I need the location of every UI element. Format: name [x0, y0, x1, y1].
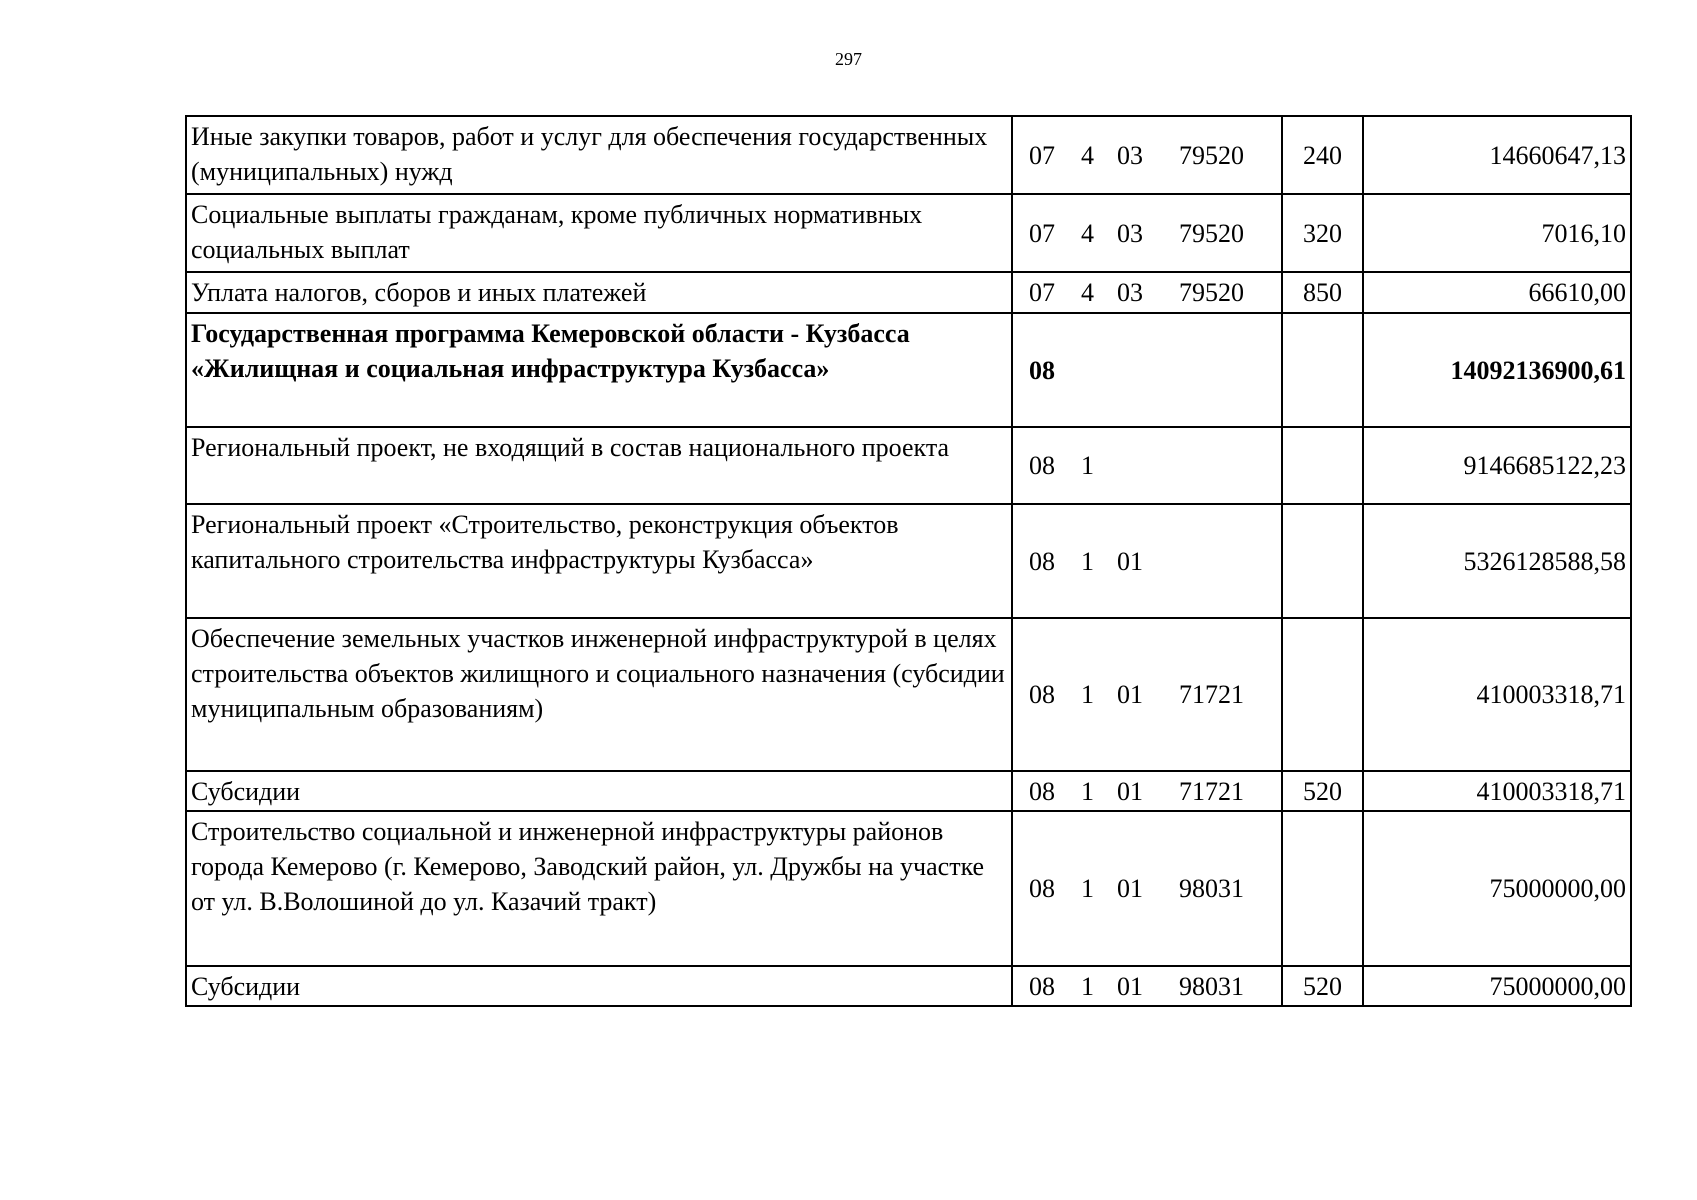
amount: 410003318,71 — [1363, 771, 1631, 811]
row-name: Строительство социальной и инженерной инфраструктуры районов города Кемерово (г. Кемерово, Заводский район, ул. Дружбы на участке от ул. В.Волошиной до ул. Казачий тракт) — [186, 811, 1012, 966]
program-code: 08 — [1029, 355, 1055, 385]
amount: 14660647,13 — [1363, 116, 1631, 194]
row-codes — [1012, 194, 1282, 272]
expense-type-code — [1282, 427, 1363, 504]
row-codes — [1012, 313, 1282, 427]
event-code: 01 — [1117, 680, 1143, 709]
table-row — [186, 966, 1631, 1006]
row-name: Иные закупки товаров, работ и услуг для обеспечения государственных (муниципальных) нужд — [186, 116, 1012, 194]
direction-code: 98031 — [1179, 874, 1244, 903]
event-code: 03 — [1117, 140, 1143, 170]
program-code: 08 — [1029, 971, 1055, 1001]
amount: 9146685122,23 — [1363, 427, 1631, 504]
amount: 75000000,00 — [1363, 811, 1631, 966]
row-name: Субсидии — [186, 771, 1012, 811]
page-number: 297 — [835, 49, 862, 69]
table-row — [186, 427, 1631, 504]
expense-type-code: 850 — [1282, 272, 1363, 313]
amount: 75000000,00 — [1363, 966, 1631, 1006]
event-code: 01 — [1117, 776, 1143, 806]
row-codes — [1012, 427, 1282, 504]
row-codes — [1012, 966, 1282, 1006]
table-row — [186, 194, 1631, 272]
program-code: 07 — [1029, 278, 1055, 307]
row-name: Региональный проект, не входящий в состав национального проекта — [186, 427, 1012, 504]
program-code: 08 — [1029, 680, 1055, 709]
table-row — [186, 272, 1631, 313]
event-code: 01 — [1117, 546, 1143, 576]
subprogram-code: 4 — [1081, 140, 1094, 170]
subprogram-code: 1 — [1081, 680, 1094, 709]
event-code: 01 — [1117, 874, 1143, 903]
program-code: 07 — [1029, 218, 1055, 248]
table-row — [186, 618, 1631, 771]
subprogram-code: 4 — [1081, 218, 1094, 248]
expense-type-code — [1282, 811, 1363, 966]
expense-type-code: 520 — [1282, 966, 1363, 1006]
expense-type-code: 320 — [1282, 194, 1363, 272]
row-codes — [1012, 116, 1282, 194]
table-row — [186, 313, 1631, 427]
row-name: Региональный проект «Строительство, реконструкция объектов капитального строительства инфраструктуры Кузбасса» — [186, 504, 1012, 618]
amount: 7016,10 — [1363, 194, 1631, 272]
event-code: 03 — [1117, 218, 1143, 248]
amount: 14092136900,61 — [1363, 313, 1631, 427]
amount: 5326128588,58 — [1363, 504, 1631, 618]
row-codes — [1012, 811, 1282, 966]
program-code: 08 — [1029, 546, 1055, 576]
expense-type-code: 240 — [1282, 116, 1363, 194]
event-code: 03 — [1117, 278, 1143, 307]
direction-code: 71721 — [1179, 776, 1244, 806]
direction-code: 71721 — [1179, 680, 1244, 709]
direction-code: 79520 — [1179, 218, 1244, 248]
row-name: Уплата налогов, сборов и иных платежей — [186, 272, 1012, 313]
program-code: 08 — [1029, 776, 1055, 806]
row-name: Государственная программа Кемеровской области - Кузбасса «Жилищная и социальная инфраструктура Кузбасса» — [186, 313, 1012, 427]
program-code: 07 — [1029, 140, 1055, 170]
expense-type-code: 520 — [1282, 771, 1363, 811]
row-name: Социальные выплаты гражданам, кроме публичных нормативных социальных выплат — [186, 194, 1012, 272]
subprogram-code: 1 — [1081, 546, 1094, 576]
direction-code: 79520 — [1179, 278, 1244, 307]
subprogram-code: 1 — [1081, 874, 1094, 903]
direction-code: 98031 — [1179, 971, 1244, 1001]
table-row — [186, 116, 1631, 194]
row-name: Субсидии — [186, 966, 1012, 1006]
subprogram-code: 1 — [1081, 776, 1094, 806]
direction-code: 79520 — [1179, 140, 1244, 170]
expense-type-code — [1282, 618, 1363, 771]
amount: 410003318,71 — [1363, 618, 1631, 771]
budget-table — [185, 115, 1632, 1007]
expense-type-code — [1282, 504, 1363, 618]
row-codes — [1012, 272, 1282, 313]
amount: 66610,00 — [1363, 272, 1631, 313]
row-name: Обеспечение земельных участков инженерной инфраструктурой в целях строительства объектов жилищного и социального назначения (субсидии муниципальным образованиям) — [186, 618, 1012, 771]
program-code: 08 — [1029, 451, 1055, 480]
event-code: 01 — [1117, 971, 1143, 1001]
expense-type-code — [1282, 313, 1363, 427]
table-row — [186, 504, 1631, 618]
program-code: 08 — [1029, 874, 1055, 903]
subprogram-code: 1 — [1081, 451, 1094, 480]
row-codes — [1012, 618, 1282, 771]
row-codes — [1012, 771, 1282, 811]
table-row — [186, 771, 1631, 811]
subprogram-code: 4 — [1081, 278, 1094, 307]
subprogram-code: 1 — [1081, 971, 1094, 1001]
table-row — [186, 811, 1631, 966]
row-codes — [1012, 504, 1282, 618]
